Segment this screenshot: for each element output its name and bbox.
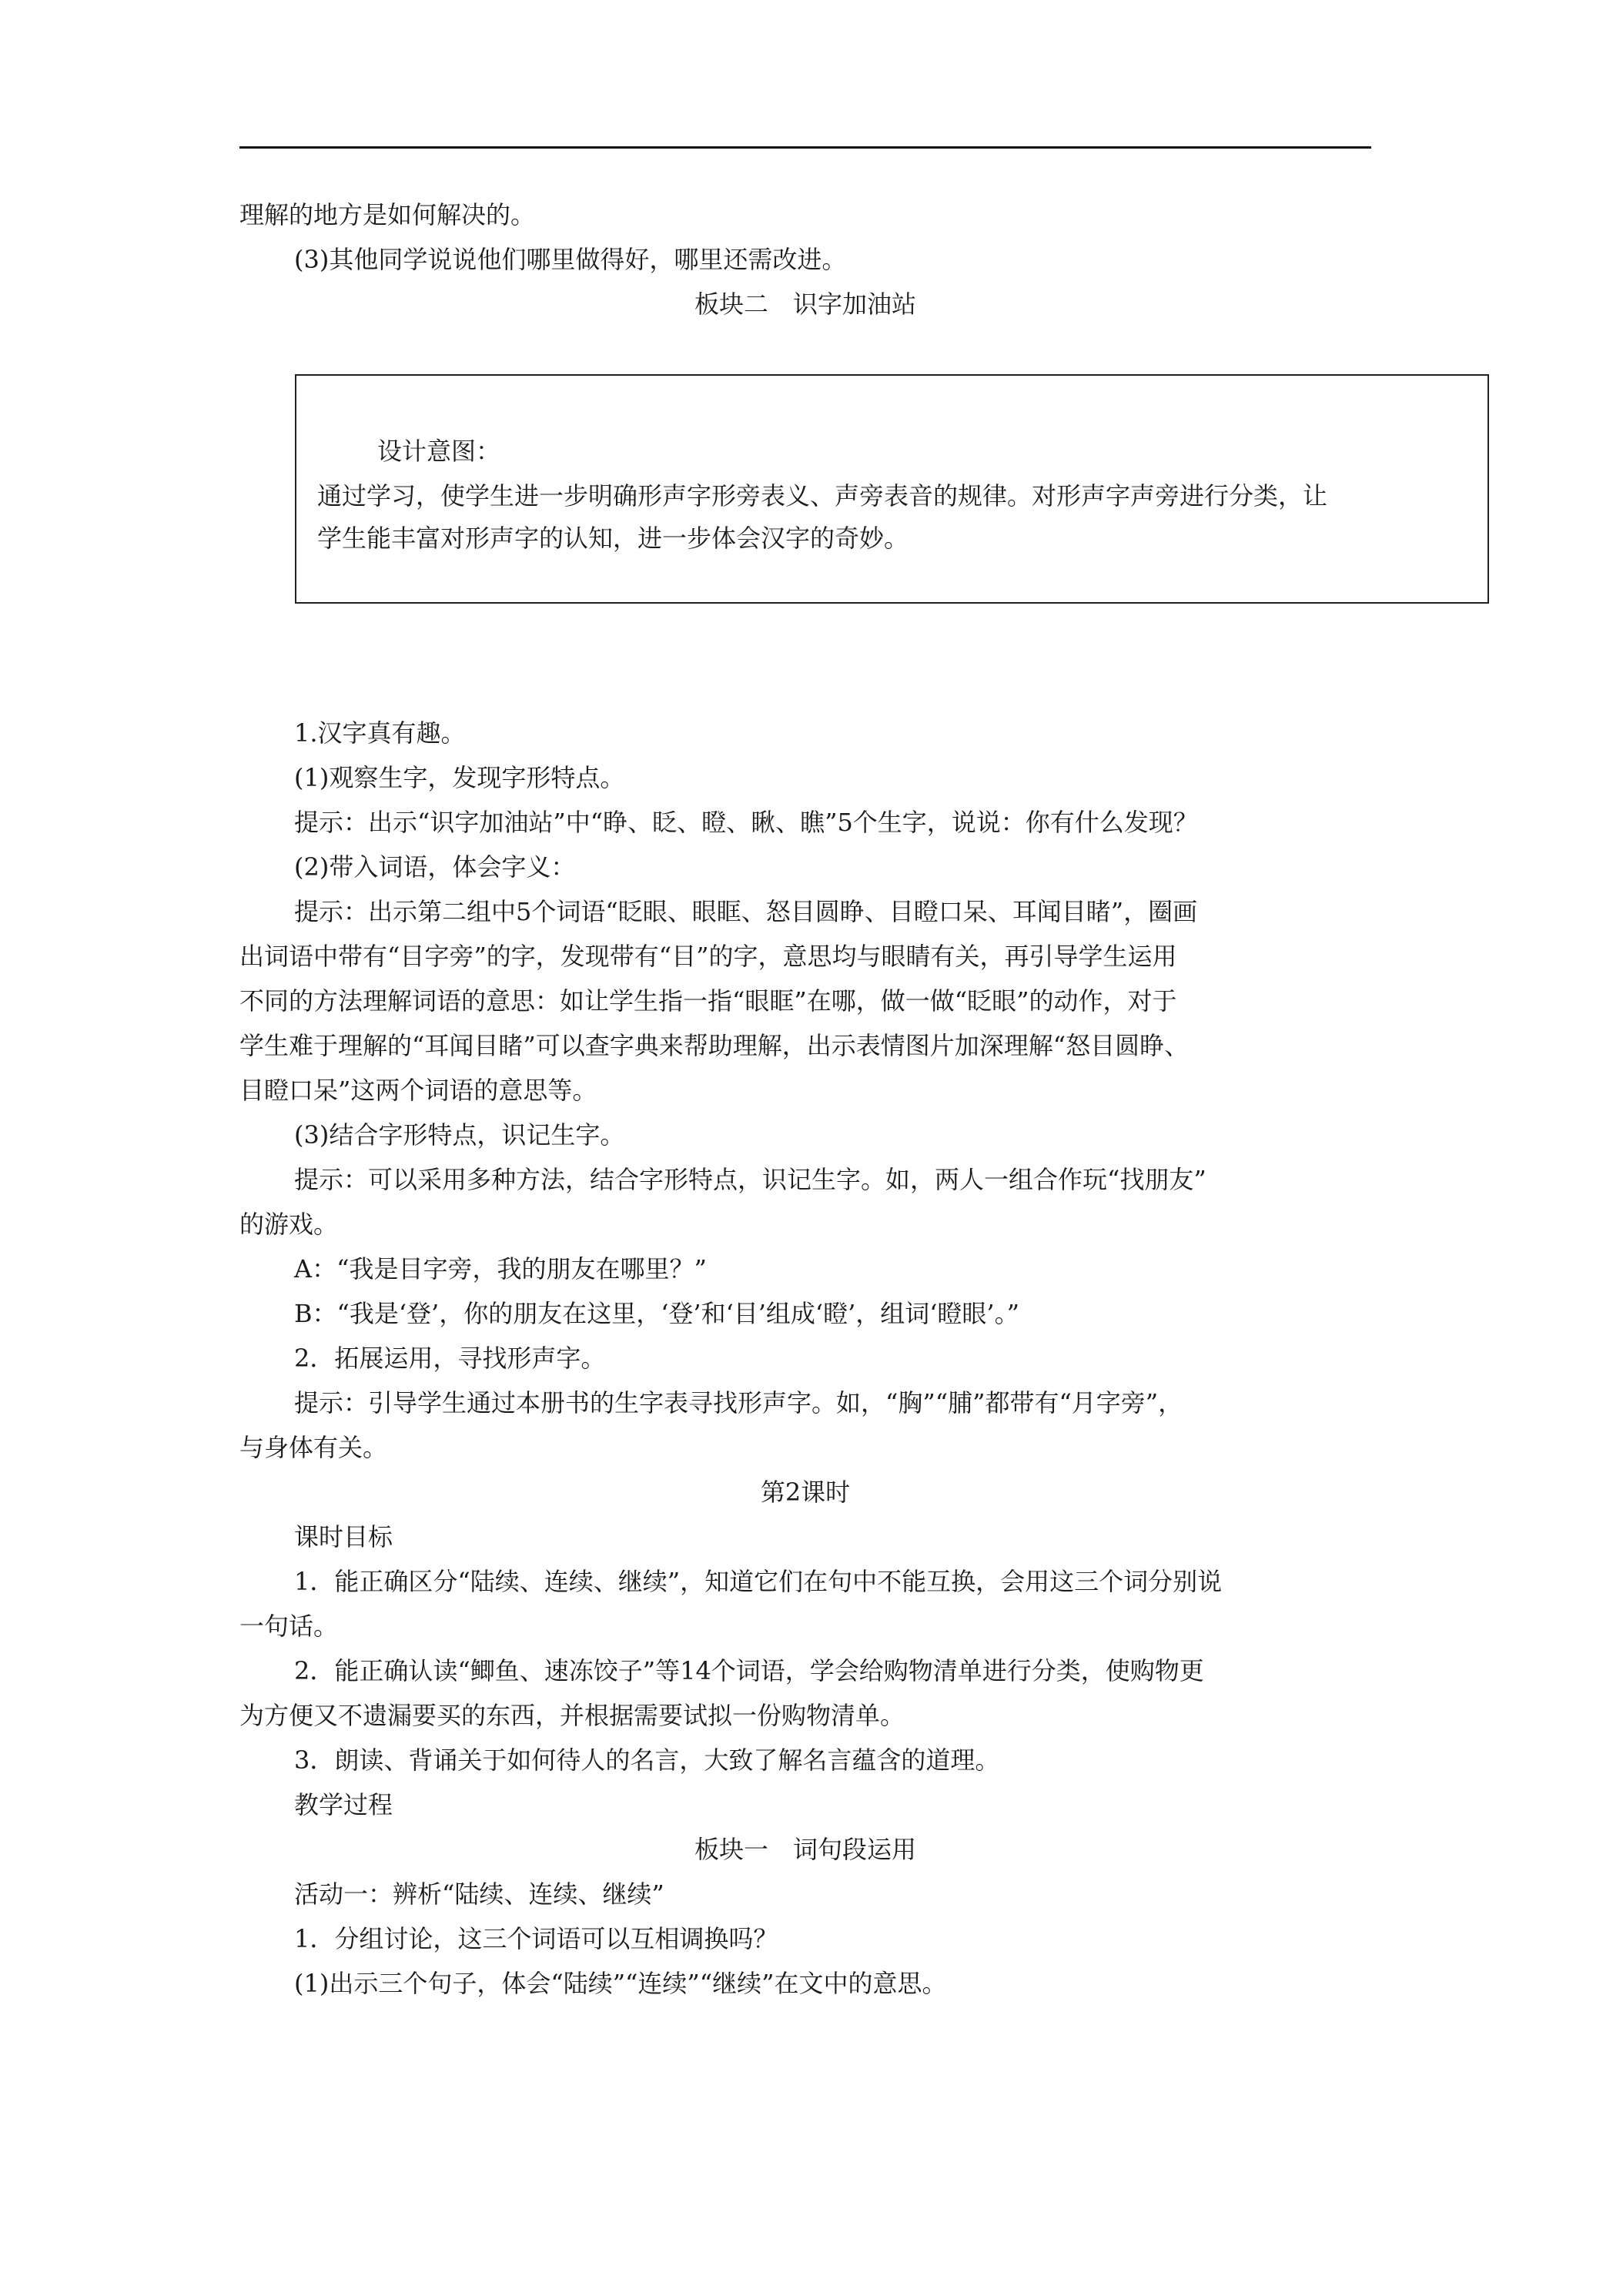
design-intent-text: 学生能丰富对形声字的认知，进一步体会汉字的奇妙。 [317,524,909,553]
text-line: 出词语中带有“目字旁”的字，发现带有“目”的字，意思均与眼睛有关，再引导学生运用 [239,942,1177,971]
text-line: 提示：出示第二组中5个词语“眨眼、眼眶、怒目圆睁、目瞪口呆、耳闻目睹”，圈画 [294,897,1198,926]
text-line: 1．分组讨论，这三个词语可以互相调换吗？ [294,1924,778,1953]
text-line: 的游戏。 [239,1210,339,1239]
design-intent-label: 设计意图： [377,437,501,466]
text-line: 3．朗读、背诵关于如何待人的名言，大致了解名言蕴含的道理。 [294,1745,1000,1775]
text-line: 1.汉字真有趣。 [294,718,466,748]
text-line: 活动一：辨析“陆续、连续、继续” [294,1879,664,1909]
text-line: 2．能正确认读“鲫鱼、速冻饺子”等14个词语，学会给购物清单进行分类，使购物更 [294,1656,1204,1685]
text-line: (3)结合字形特点，识记生字。 [294,1120,625,1150]
text-line: (1)出示三个句子，体会“陆续”“连续”“继续”在文中的意思。 [294,1969,947,1998]
text-line: 2．拓展运用，寻找形声字。 [294,1344,606,1373]
text-line: 不同的方法理解词语的意思：如让学生指一指“眼眶”在哪，做一做“眨眼”的动作，对于 [239,986,1177,1016]
text-line: 理解的地方是如何解决的。 [239,200,536,229]
text-line: 1．能正确区分“陆续、连续、继续”，知道它们在句中不能互换，会用这三个词分别说 [294,1567,1223,1596]
text-line: 课时目标 [294,1522,393,1551]
text-line: (3)其他同学说说他们哪里做得好，哪里还需改进。 [294,245,847,274]
text-line: 教学过程 [294,1790,393,1819]
text-line: 与身体有关。 [239,1433,388,1462]
section-heading: 板块二 识字加油站 [694,290,916,319]
text-line: (1)观察生字，发现字形特点。 [294,763,625,792]
design-intent-text: 通过学习，使学生进一步明确形声字形旁表义、声旁表音的规律。对形声字声旁进行分类，让 [317,481,1328,510]
design-intent-box [295,374,1489,604]
text-line: 目瞪口呆”这两个词语的意思等。 [239,1076,597,1105]
text-line: 提示：可以采用多种方法，结合字形特点，识记生字。如，两人一组合作玩“找朋友” [294,1165,1206,1194]
lesson-heading: 第2课时 [760,1478,851,1507]
text-line: 提示：出示“识字加油站”中“睁、眨、瞪、瞅、瞧”5个生字，说说：你有什么发现？ [294,808,1198,837]
text-line: A：“我是目字旁，我的朋友在哪里？” [294,1254,707,1284]
text-line: (2)带入词语，体会字义： [294,852,576,882]
text-line: 一句话。 [239,1612,339,1641]
header-rule [239,146,1371,149]
text-line: 学生难于理解的“耳闻目睹”可以查字典来帮助理解，出示表情图片加深理解“怒目圆睁、 [239,1031,1190,1060]
text-line: 提示：引导学生通过本册书的生字表寻找形声字。如，“胸”“脯”都带有“月字旁”， [294,1388,1183,1417]
text-line: B：“我是‘登’，你的朋友在这里，‘登’和‘目’组成‘瞪’，组词‘瞪眼’。” [294,1299,1019,1328]
section-heading: 板块一 词句段运用 [694,1835,916,1864]
text-line: 为方便又不遗漏要买的东西，并根据需要试拟一份购物清单。 [239,1701,905,1730]
